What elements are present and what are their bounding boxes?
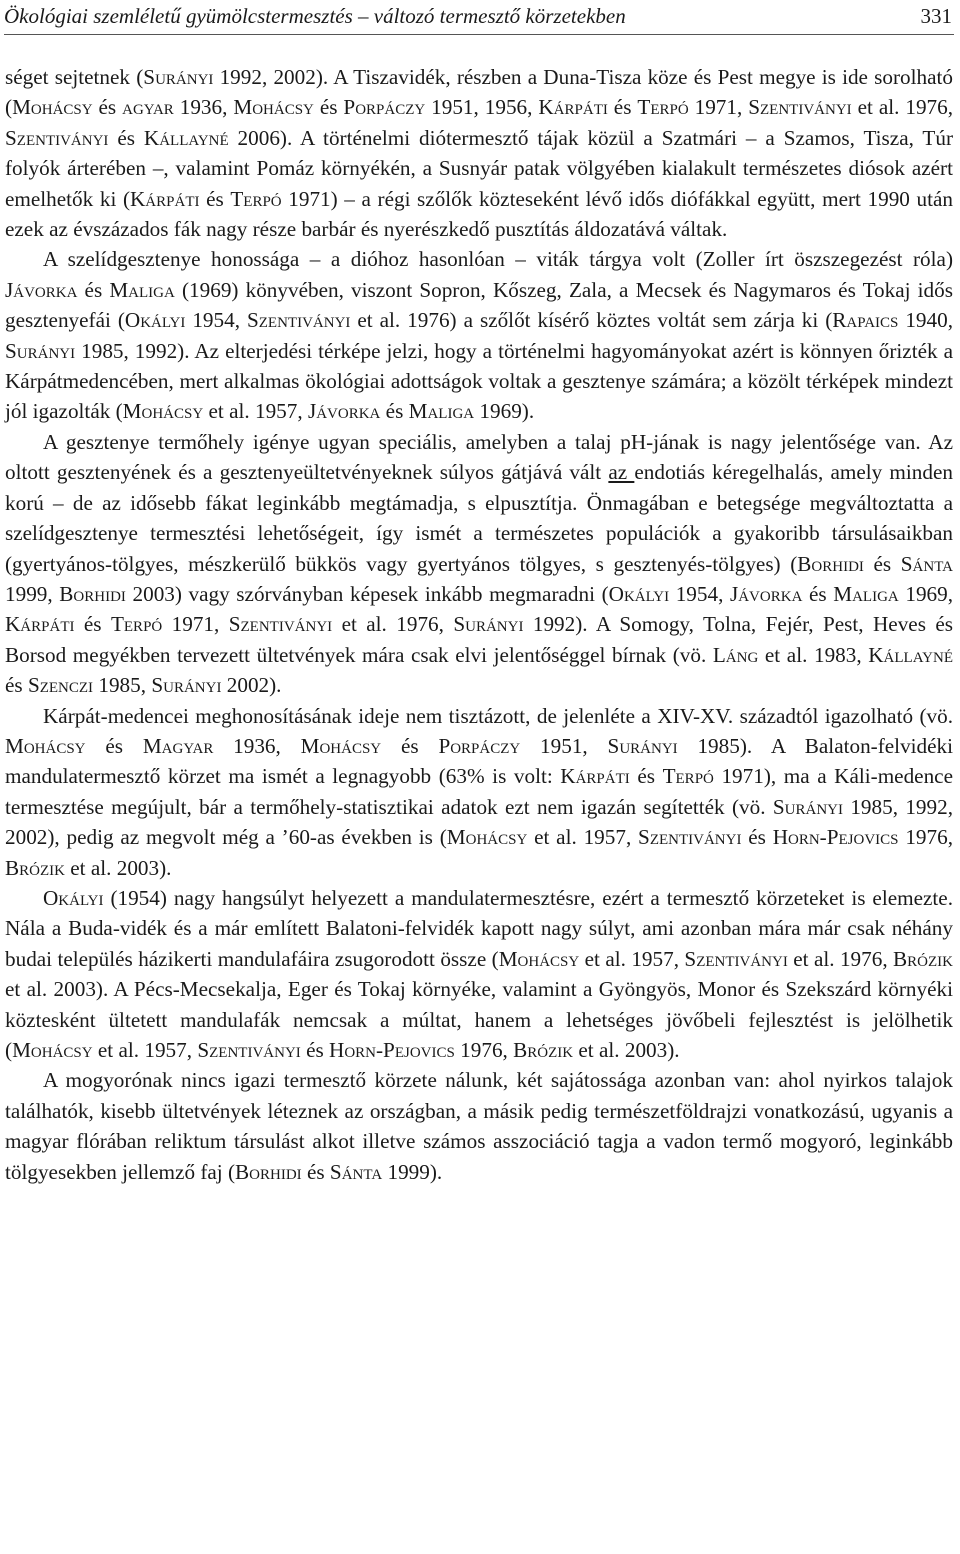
- author-name: Porpáczy: [438, 733, 521, 758]
- paragraph: [5, 883, 953, 1065]
- author-name: Szenczi: [27, 673, 94, 698]
- author-name: Terpó: [110, 612, 163, 637]
- author-name: Brózik: [893, 946, 953, 971]
- author-name: Surányi: [5, 338, 76, 363]
- text-run: 1976,: [898, 825, 953, 850]
- running-title: Ökológiai szemléletű gyümölcstermesztés – változó termesztő körzetekben: [4, 4, 626, 28]
- author-name: Maliga: [109, 277, 175, 302]
- author-name: Mohácsy: [498, 946, 580, 971]
- text-run: 1971), ma a Káli-medence termesztése megújult, bár a termőhely-statisztikai adatok ezt nem igazán segítették (vö.: [5, 764, 953, 819]
- text-run: 1992). A Somogy, Tolna, Fejér, Pest, Heves és Borsod megyékben tervezett ültetvények mára csak elvi jelentőséggel bírnak (vö.: [5, 612, 953, 667]
- text-run: A szelídgesztenye honossága – a dióhoz hasonlóan – viták tárgya volt (Zoller írt öszszegezést róla): [43, 247, 953, 272]
- text-run: és: [74, 612, 111, 637]
- author-name: Szentiványi: [197, 1038, 301, 1062]
- author-name: Rapaics: [832, 308, 899, 333]
- author-name: Sánta: [329, 1159, 383, 1184]
- author-name: Mohácsy: [446, 825, 528, 850]
- text-run: 1936,: [173, 95, 234, 120]
- author-name: Borhidi: [797, 551, 864, 576]
- author-name: Porpáczy: [343, 95, 426, 120]
- text-run: és: [629, 764, 663, 789]
- author-name: Brózik: [5, 855, 65, 880]
- author-name: Kállayné: [143, 125, 229, 150]
- author-name: Terpó: [637, 95, 689, 120]
- text-run: 1954,: [185, 308, 247, 333]
- text-run: és: [381, 733, 439, 758]
- author-name: Surányi: [453, 612, 524, 637]
- text-run: és: [85, 733, 143, 758]
- author-name: Mohácsy: [122, 399, 204, 424]
- author-name: Sánta: [900, 551, 953, 576]
- author-name: Kárpáti: [130, 186, 200, 211]
- text-run: és: [802, 581, 834, 606]
- author-name: Borhidi: [59, 581, 126, 606]
- text-run: és: [301, 1159, 330, 1184]
- text-run: 1940,: [898, 308, 954, 333]
- author-name: Szentiványi: [684, 946, 788, 971]
- text-run: et al. 1983,: [758, 642, 869, 667]
- text-run: 1985,: [93, 673, 152, 698]
- author-name: Kárpáti: [560, 764, 630, 789]
- text-run: 1971,: [162, 612, 229, 637]
- author-name: Mohácsy: [12, 95, 93, 120]
- author-name: Okályi: [43, 885, 104, 910]
- author-name: Okályi: [124, 308, 186, 333]
- text-run: 1999,: [5, 581, 60, 606]
- text-run: és: [300, 1038, 330, 1062]
- text-run: 2006). A történelmi diótermesztő tájak közül a Szatmári – a Szamos, Tisza, Túr folyók árterében –, valamint Pomáz környékén, a Susnyár patak völgyében kialakult természetes diósok azért emelhetők ki (: [5, 125, 954, 211]
- text-run: (1969) könyvében, viszont Sopron, Kőszeg, Zala, a Mecsek és Nagymaros és Tokaj idős gesztenyefái (: [5, 277, 953, 333]
- text-run: et al. 1957,: [92, 1038, 198, 1062]
- text-run: és: [380, 399, 409, 424]
- text-run: 1954,: [669, 581, 730, 606]
- text-run: és: [607, 95, 638, 120]
- text-run: 1999).: [382, 1159, 443, 1184]
- author-name: Jávorka: [729, 581, 803, 606]
- text-run: et al. 1957,: [203, 399, 308, 424]
- text-run: A gesztenye termőhely igénye ugyan speciális, amelyben a talaj pH-jának is nagy jelentősége van. Az oltott gesztenyének és a gesztenyeültetvényeknek súlyos gátjává vált: [5, 429, 953, 485]
- text-run: 1969).: [474, 399, 535, 424]
- text-run: et al. 1957,: [579, 946, 685, 971]
- text-run: et al. 1976,: [851, 95, 954, 120]
- author-name: Surányi: [607, 733, 678, 758]
- author-name: Terpó: [662, 764, 714, 789]
- author-name: Horn-Pejovics: [329, 1038, 455, 1062]
- text-run: 1985, 1992, 2002), pedig az megvolt még a ’60-as években is (: [5, 794, 954, 850]
- text-run: és: [92, 95, 123, 120]
- author-name: Surányi: [772, 794, 843, 819]
- author-name: Surányi: [143, 65, 214, 89]
- author-name: Maliga: [833, 581, 899, 606]
- text-run: 1951,: [520, 733, 608, 758]
- author-name: agyar: [122, 95, 174, 120]
- paragraph: [5, 1065, 953, 1187]
- author-name: Szentiványi: [246, 308, 351, 333]
- author-name: Magyar: [142, 733, 214, 758]
- text-run: 1971,: [688, 95, 749, 120]
- author-name: Jávorka: [307, 399, 381, 424]
- paragraph: [5, 244, 953, 426]
- author-name: Maliga: [408, 399, 475, 424]
- author-name: Mohácsy: [233, 95, 314, 120]
- text-run: 1951, 1956,: [425, 95, 539, 120]
- author-name: Borhidi: [235, 1159, 302, 1184]
- text-run: és: [313, 95, 344, 120]
- author-name: Kárpáti: [538, 95, 608, 120]
- text-run: 1969,: [898, 581, 954, 606]
- text-run: 2002).: [221, 673, 282, 698]
- author-name: Szentiványi: [5, 125, 109, 150]
- paragraph: [5, 427, 953, 701]
- text-run: et al. 2003). A Pécs-Mecsekalja, Eger és Tokaj környéke, valamint a Gyöngyös, Monor és Szekszárd környéki köztesként ültetett mandulafák nemcsak a múltat, hanem a lehetséges jövőbeli fejlesztést is jelölhetik (: [5, 977, 953, 1062]
- text-run: 1936,: [213, 733, 301, 758]
- text-run: 1976,: [454, 1038, 514, 1062]
- text-run: et al. 1976) a szőlőt kísérő köztes voltát sem zárja ki (: [350, 308, 833, 333]
- running-header: [4, 0, 954, 35]
- text-run: et al. 1976,: [332, 612, 454, 637]
- author-name: Kállayné: [868, 642, 953, 667]
- author-name: Kárpáti: [5, 612, 75, 637]
- text-run: és: [741, 825, 773, 850]
- author-name: Surányi: [151, 673, 222, 698]
- text-run: és: [5, 673, 28, 698]
- body-text: [5, 62, 953, 1187]
- author-name: Láng: [712, 642, 759, 667]
- author-name: Terpó: [230, 186, 282, 211]
- text-run: és: [77, 277, 110, 302]
- text-run: séget sejtetnek (: [5, 65, 144, 89]
- text-run: és: [108, 125, 144, 150]
- text-run: et al. 1976,: [787, 946, 894, 971]
- text-run: és: [863, 551, 901, 576]
- text-run: endotiás kéregelhalás, amely minden korú – de az idősebb fákat leginkább megtámadja, s elpusztítja. Önmagában e betegsége megváltoztatta a szelídgesztenye termesztési lehetőségeit, így ismét a természetes populációk a gyakoribb társulásaikban (gyertyános-tölgyes, mészkerülő bükkös vagy gyertyános tölgyes, s gesztenyés-tölgyes) (: [5, 460, 953, 576]
- author-name: Brózik: [513, 1038, 574, 1062]
- text-run: 2003) vagy szórványban képesek inkább megmaradni (: [125, 581, 609, 606]
- text-run: 1985). A Balaton-felvidéki mandulatermesztő körzet ma ismét a legnagyobb (63% is volt:: [5, 733, 954, 789]
- text-run: 1971) – a régi szőlők közteseként lévő idős diófákkal együtt, mert 1990 után ezek az évszázados fák nagy része barbár és nyerészkedő pusztítás áldozatává váltak.: [5, 186, 953, 242]
- text-run: 1985, 1992). Az elterjedési térképe jelzi, hogy a történelmi hagyományokat azért is könnyen őrizték a Kárpátmedencében, mert alkalmas ökológiai adottságok voltak a gesztenye számára; a közölt térképek mindezt jól igazolták (: [5, 338, 953, 424]
- text-run: (1954) nagy hangsúlyt helyezett a mandulatermesztésre, ezért a termesztő körzeteket is elemezte. Nála a Buda-vidék és a már említett Balatoni-felvidék kapott nagy súlyt, ami azonban mára már csak néhány budai település házikerti mandulafáira zsugorodott össze (: [5, 885, 953, 971]
- author-name: Horn-Pejovics: [772, 825, 899, 850]
- text-run: et al. 1957,: [527, 825, 639, 850]
- author-name: Okályi: [608, 581, 670, 606]
- text-run: et al. 2003).: [64, 855, 172, 880]
- author-name: Jávorka: [5, 277, 78, 302]
- author-name: Mohácsy: [300, 733, 382, 758]
- author-name: Szentiványi: [228, 612, 333, 637]
- text-run: 1992, 2002). A Tiszavidék, részben a Duna-Tisza köze és Pest megye is ide sorolható (: [5, 65, 953, 120]
- text-run: az: [608, 460, 635, 485]
- text-run: és: [199, 186, 231, 211]
- paragraph: [5, 701, 953, 883]
- author-name: Szentiványi: [748, 95, 852, 120]
- page-number: 331: [920, 4, 952, 28]
- paragraph: [5, 62, 953, 244]
- text-run: et al. 2003).: [573, 1038, 680, 1062]
- text-run: A mogyorónak nincs igazi termesztő körzete nálunk, két sajátossága azonban van: ahol nyirkos talajok találhatók, kisebb ültetvények léteznek az országban, a másik pedig természetföldrajzi vonatkozású, ugyanis a magyar flórában reliktum társulást alkot illetve számos asszociáció tagja a vadon termő mogyoró, leginkább tölgyesekben jellemző faj (: [5, 1068, 953, 1184]
- text-run: Kárpát-medencei meghonosításának ideje nem tisztázott, de jelenléte a XIV-XV. századtól igazolható (vö.: [43, 703, 953, 728]
- author-name: Mohácsy: [5, 733, 86, 758]
- author-name: Mohácsy: [12, 1038, 93, 1062]
- author-name: Szentiványi: [638, 825, 742, 850]
